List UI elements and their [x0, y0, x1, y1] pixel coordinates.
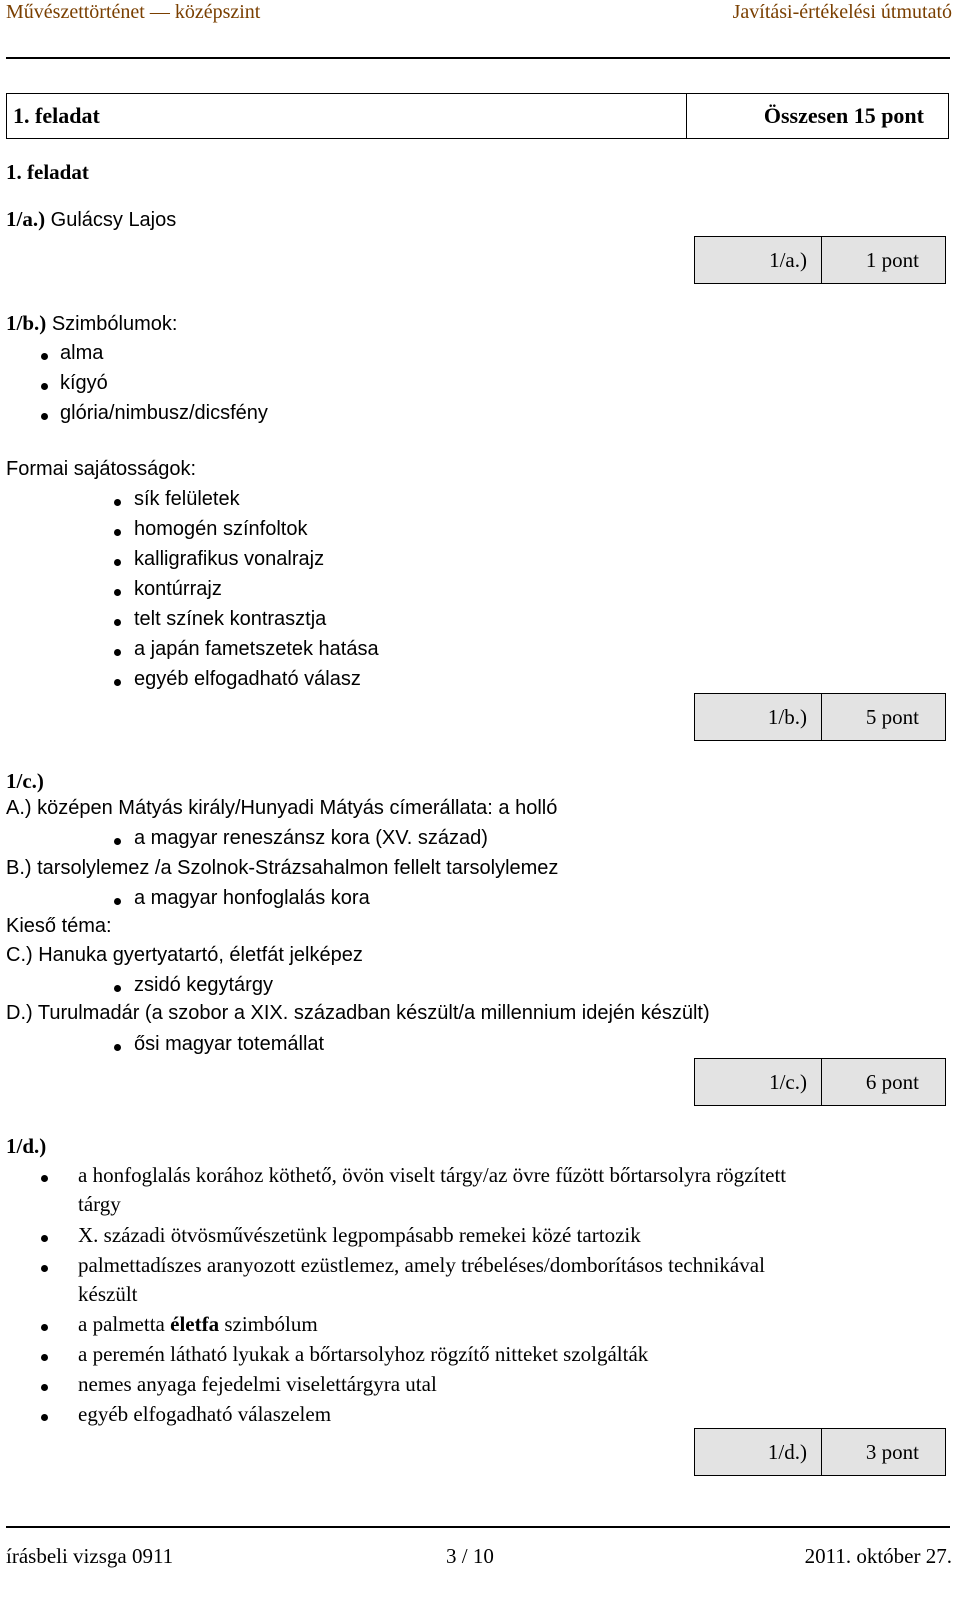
score-box-b	[694, 693, 946, 741]
section-b-line	[6, 313, 177, 334]
symbol-item: glória/nimbusz/dicsfény	[60, 402, 268, 424]
score-d-points: 3 pont	[865, 1439, 919, 1464]
bullet	[41, 353, 48, 360]
footer-right: 2011. október 27.	[804, 1544, 952, 1568]
d-item-line1: a honfoglalás korához köthető, övön viselt tárgy/az övre fűzött bőrtarsolyra rögzített	[78, 1163, 787, 1187]
bullet	[41, 383, 48, 390]
symbol-item: kígyó	[60, 372, 108, 394]
bullet	[114, 589, 121, 596]
d-item-post: szimbólum	[219, 1312, 318, 1336]
bullet	[41, 1354, 48, 1361]
section-c-label: 1/c.)	[6, 769, 44, 793]
d-item-line2: készült	[78, 1282, 138, 1306]
header-rule	[6, 57, 950, 59]
section-a-line	[6, 209, 176, 230]
score-b-points: 5 pont	[865, 704, 919, 729]
task-heading: 1. feladat	[6, 160, 89, 184]
bullet	[41, 1384, 48, 1391]
footer-page-number: 3 / 10	[446, 1544, 494, 1568]
symbol-item: alma	[60, 342, 104, 364]
bullet	[41, 1265, 48, 1272]
bullet	[114, 649, 121, 656]
c-item-line: D.) Turulmadár (a szobor a XIX. században készült/a millennium idején készült)	[6, 1002, 710, 1024]
header-right: Javítási-értékelési útmutató	[732, 1, 952, 23]
c-item-line: A.) középen Mátyás király/Hunyadi Mátyás címerállata: a holló	[6, 797, 558, 819]
section-d-label: 1/d.)	[6, 1134, 47, 1158]
d-item-pre: a palmetta	[78, 1312, 171, 1336]
d-item-line1: nemes anyaga fejedelmi viselettárgyra utal	[78, 1372, 437, 1396]
section-a-label: 1/a.)	[6, 207, 46, 231]
footer-left: írásbeli vizsga 0911	[6, 1544, 174, 1568]
formal-item: telt színek kontrasztja	[134, 608, 327, 630]
bullet	[114, 838, 121, 845]
score-a-points: 1 pont	[865, 247, 919, 272]
formal-heading: Formai sajátosságok:	[6, 458, 197, 480]
d-item-line2: tárgy	[78, 1192, 121, 1216]
score-c-label: 1/c.)	[695, 1059, 822, 1105]
bullet	[41, 1414, 48, 1421]
task-summary-box	[6, 93, 949, 139]
score-b-label: 1/b.)	[695, 694, 822, 740]
score-a-label: 1/a.)	[695, 237, 822, 283]
score-box-c	[694, 1058, 946, 1106]
bullet	[41, 1175, 48, 1182]
bullet	[114, 529, 121, 536]
task-box-total: Összesen 15 pont	[763, 103, 924, 128]
c-item-bullet: a magyar honfoglalás kora	[134, 887, 370, 909]
formal-item: kalligrafikus vonalrajz	[134, 548, 325, 570]
bullet	[41, 413, 48, 420]
header-left: Művészettörténet — középszint	[6, 1, 261, 23]
bullet	[114, 559, 121, 566]
bullet	[114, 679, 121, 686]
formal-item: egyéb elfogadható válasz	[134, 668, 361, 690]
bullet	[114, 985, 121, 992]
score-c-points: 6 pont	[865, 1069, 919, 1094]
d-item-line1: palmettadíszes aranyozott ezüstlemez, amely trébeléses/domborításos technikával	[78, 1253, 765, 1277]
bullet	[114, 499, 121, 506]
section-b-label: 1/b.)	[6, 311, 47, 335]
d-item-mixed	[78, 1314, 318, 1335]
section-b-intro: Szimbólumok:	[46, 313, 178, 335]
c-item-bullet: zsidó kegytárgy	[134, 974, 273, 996]
formal-item: homogén színfoltok	[134, 518, 308, 540]
bullet	[41, 1235, 48, 1242]
score-d-label: 1/d.)	[695, 1429, 822, 1475]
score-box-d	[694, 1428, 946, 1476]
c-item-line: Kieső téma:	[6, 915, 112, 937]
bullet	[41, 1324, 48, 1331]
c-item-bullet: ősi magyar totemállat	[134, 1033, 325, 1055]
section-a-answer: Gulácsy Lajos	[45, 209, 177, 231]
formal-item: kontúrrajz	[134, 578, 222, 600]
d-item-line1: X. századi ötvösművészetünk legpompásabb remekei közé tartozik	[78, 1223, 641, 1247]
d-item-line1: egyéb elfogadható válaszelem	[78, 1402, 332, 1426]
formal-item: a japán fametszetek hatása	[134, 638, 379, 660]
bullet	[114, 1044, 121, 1051]
task-box-title: 1. feladat	[7, 94, 687, 138]
bullet	[114, 898, 121, 905]
formal-item: sík felületek	[134, 488, 240, 510]
d-item-line1: a peremén látható lyukak a bőrtarsolyhoz rögzítő nitteket szolgálták	[78, 1342, 649, 1366]
bullet	[114, 619, 121, 626]
c-item-bullet: a magyar reneszánsz kora (XV. század)	[134, 827, 488, 849]
footer-rule	[6, 1526, 950, 1528]
d-item-bold: életfa	[170, 1312, 220, 1336]
c-item-line: C.) Hanuka gyertyatartó, életfát jelképez	[6, 944, 363, 966]
c-item-line: B.) tarsolylemez /a Szolnok-Strázsahalmon fellelt tarsolylemez	[6, 857, 559, 879]
score-box-a	[694, 236, 946, 284]
